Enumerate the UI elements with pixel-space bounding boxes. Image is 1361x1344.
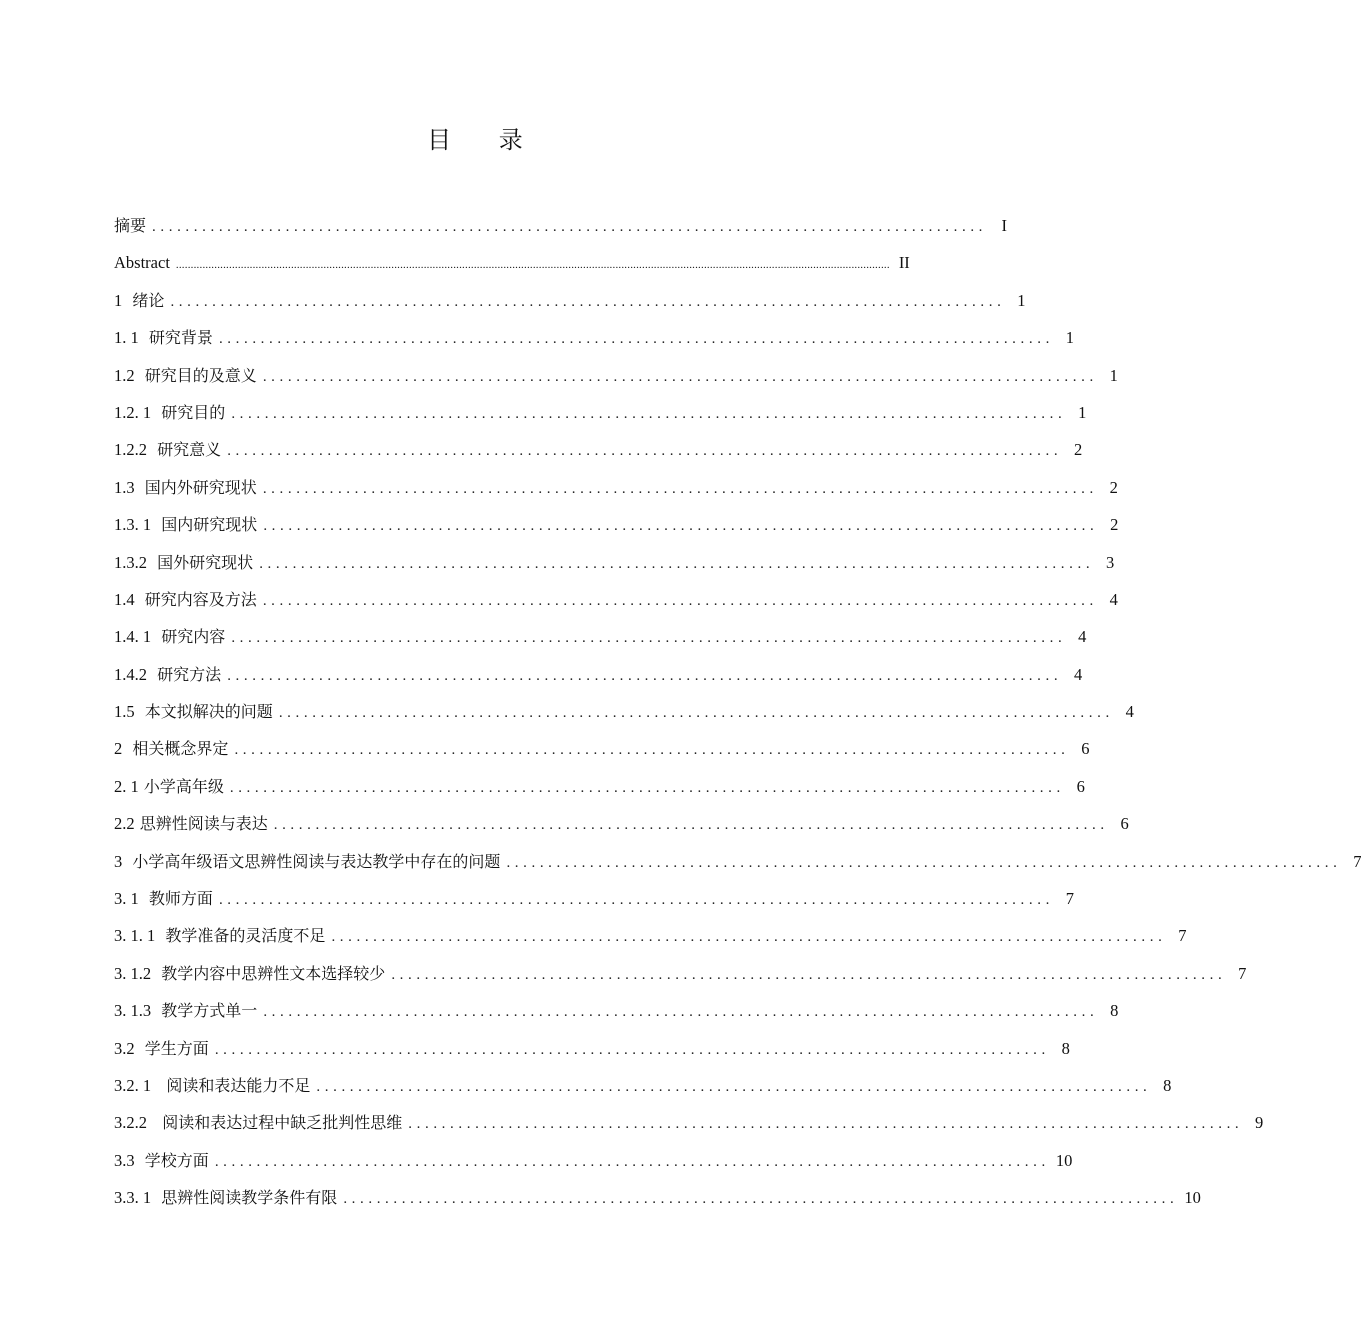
toc-entry-label: 3 小学高年级语文思辨性阅读与表达教学中存在的问题 <box>114 851 501 871</box>
toc-entry-label: 3.2.2 阅读和表达过程中缺乏批判性思维 <box>114 1113 403 1133</box>
toc-page-number: 6 <box>1081 739 1090 759</box>
toc-entry-3-1-3[interactable] <box>114 992 1119 1029</box>
toc-entry-3[interactable] <box>114 843 1361 880</box>
toc-page-number: 10 <box>1055 1150 1073 1170</box>
toc-entry-1-2-1[interactable] <box>114 394 1087 431</box>
toc-page-number: 4 <box>1125 702 1134 722</box>
toc-entry-label: 2.2 思辨性阅读与表达 <box>114 814 268 834</box>
toc-leader-dots: .................................................................................................... <box>229 779 1065 796</box>
toc-leader-dots: .................................................................................................... <box>506 854 1342 871</box>
toc-page-number: I <box>1001 216 1008 235</box>
toc-page-number: 2 <box>1110 515 1119 535</box>
toc-leader-dots: .................................................................................................... <box>331 929 1167 946</box>
toc-entry-label: 1.4. 1 研究内容 <box>114 627 226 647</box>
toc-page-number: 8 <box>1163 1075 1172 1095</box>
toc-entry-label: 3. 1.2 教学内容中思辨性文本选择较少 <box>114 963 386 983</box>
toc-leader-dots: .................................................................................................... <box>263 518 1099 535</box>
toc-leader-dots: .................................................................................................... <box>218 331 1054 348</box>
table-of-contents <box>114 207 1361 1217</box>
toc-entry-3-2[interactable] <box>114 1030 1070 1067</box>
toc-page-number: II <box>898 253 910 273</box>
toc-page-number: 7 <box>1065 889 1074 909</box>
toc-entry-label: 2. 1 小学高年级 <box>114 776 224 796</box>
toc-entry-3-1-2[interactable] <box>114 955 1247 992</box>
toc-entry-label: 摘要 <box>114 216 147 235</box>
toc-entry-label: 3. 1. 1 教学准备的灵活度不足 <box>114 926 326 946</box>
toc-page-number: 2 <box>1073 440 1083 460</box>
toc-page-number: 8 <box>1110 1001 1119 1021</box>
toc-leader-dots: .................................................................................................... <box>316 1078 1152 1095</box>
toc-entry-label: 3.2 学生方面 <box>114 1038 209 1058</box>
toc-page-number: 7 <box>1353 851 1361 871</box>
toc-leader-dots: .................................................................................................... <box>273 817 1109 834</box>
toc-entry-label: 1.5 本文拟解决的问题 <box>114 702 273 722</box>
toc-page-number: 1 <box>1065 328 1074 348</box>
toc-entry-1-3-2[interactable] <box>114 544 1115 581</box>
toc-page-number: 10 <box>1184 1188 1201 1208</box>
toc-leader-dots: .................................................................................................... <box>152 219 988 235</box>
toc-entry-1-4[interactable] <box>114 581 1118 618</box>
toc-leader-dots: .................................................................................................... <box>343 1191 1179 1208</box>
toc-entry-abstract-en[interactable] <box>114 244 910 281</box>
toc-entry-label: Abstract <box>114 253 170 273</box>
toc-page-number: 1 <box>1078 402 1087 422</box>
toc-entry-1-3-1[interactable] <box>114 506 1119 543</box>
toc-leader-dots: .................................................................................................... <box>391 966 1227 983</box>
page-title: 目 录 <box>427 126 543 154</box>
toc-entry-label: 3.3 学校方面 <box>114 1150 209 1170</box>
toc-entry-2-1[interactable] <box>114 768 1085 805</box>
toc-page-number: 8 <box>1061 1038 1070 1058</box>
toc-leader-dots: .................................................................................................... <box>214 1041 1050 1058</box>
toc-page-number: 3 <box>1105 552 1115 572</box>
toc-entry-label: 1. 1 研究背景 <box>114 328 213 348</box>
toc-leader-dots: .................................................................................................... <box>263 1004 1099 1021</box>
toc-leader-dots: .................................................................................................... <box>259 555 1095 572</box>
toc-page-number: 1 <box>1017 290 1026 310</box>
toc-entry-label: 1.2.2 研究意义 <box>114 440 222 460</box>
toc-page-number: 1 <box>1109 365 1118 385</box>
toc-page-number: 9 <box>1255 1113 1264 1133</box>
toc-entry-label: 1.4 研究内容及方法 <box>114 589 257 609</box>
toc-leader-dots: .................................................................................................... <box>231 405 1067 422</box>
toc-page-number: 4 <box>1109 589 1118 609</box>
toc-leader-dots: .................................................................................................... <box>234 742 1070 759</box>
toc-page-number: 2 <box>1109 477 1118 497</box>
toc-entry-label: 1.3. 1 国内研究现状 <box>114 515 258 535</box>
toc-entry-label: 1.4.2 研究方法 <box>114 664 222 684</box>
toc-entry-label: 1.3.2 国外研究现状 <box>114 552 254 572</box>
toc-leader-dots: .................................................................................................................................................................................................................................................. <box>175 259 890 272</box>
toc-leader-dots: .................................................................................................... <box>170 293 1006 310</box>
toc-entry-abstract-cn[interactable] <box>114 207 1008 244</box>
toc-leader-dots: .................................................................................................... <box>278 705 1114 722</box>
toc-entry-label: 3.2. 1 阅读和表达能力不足 <box>114 1075 311 1095</box>
toc-leader-dots: .................................................................................................... <box>262 480 1098 497</box>
toc-entry-1-2-2[interactable] <box>114 431 1083 468</box>
toc-entry-label: 1.3 国内外研究现状 <box>114 477 257 497</box>
toc-entry-3-2-1[interactable] <box>114 1067 1172 1104</box>
toc-leader-dots: .................................................................................................... <box>262 592 1098 609</box>
toc-entry-label: 1 绪论 <box>114 290 165 310</box>
toc-entry-label: 3. 1 教师方面 <box>114 889 213 909</box>
toc-entry-3-2-2[interactable] <box>114 1104 1264 1141</box>
toc-entry-1-1[interactable] <box>114 319 1074 356</box>
toc-entry-3-1[interactable] <box>114 880 1074 917</box>
toc-entry-label: 1.2 研究目的及意义 <box>114 365 257 385</box>
toc-entry-1-4-1[interactable] <box>114 618 1087 655</box>
toc-leader-dots: .................................................................................................... <box>218 892 1054 909</box>
toc-entry-label: 3.3. 1 思辨性阅读教学条件有限 <box>114 1188 338 1208</box>
toc-entry-1[interactable] <box>114 282 1026 319</box>
toc-page-number: 6 <box>1076 776 1085 796</box>
toc-entry-1-2[interactable] <box>114 357 1118 394</box>
toc-page-number: 6 <box>1120 814 1129 834</box>
toc-leader-dots: .................................................................................................... <box>227 443 1063 460</box>
toc-leader-dots: .................................................................................................... <box>262 368 1098 385</box>
toc-page-number: 7 <box>1178 926 1187 946</box>
toc-entry-1-3[interactable] <box>114 469 1118 506</box>
toc-entry-1-5[interactable] <box>114 693 1134 730</box>
toc-entry-label: 3. 1.3 教学方式单一 <box>114 1001 258 1021</box>
toc-entry-3-1-1[interactable] <box>114 917 1187 954</box>
toc-leader-dots: .................................................................................................... <box>231 630 1067 647</box>
toc-leader-dots: .................................................................................................... <box>214 1153 1050 1170</box>
toc-entry-label: 2 相关概念界定 <box>114 739 229 759</box>
toc-page-number: 4 <box>1078 627 1087 647</box>
toc-entry-3-3-1[interactable] <box>114 1179 1201 1216</box>
toc-entry-1-4-2[interactable] <box>114 656 1083 693</box>
toc-entry-2-2[interactable] <box>114 805 1129 842</box>
toc-leader-dots: .................................................................................................... <box>227 667 1063 684</box>
toc-entry-2[interactable] <box>114 730 1090 767</box>
toc-entry-3-3[interactable] <box>114 1142 1073 1179</box>
toc-page-number: 4 <box>1073 664 1083 684</box>
toc-entry-label: 1.2. 1 研究目的 <box>114 402 226 422</box>
toc-leader-dots: .................................................................................................... <box>408 1116 1244 1133</box>
toc-page-number: 7 <box>1238 963 1247 983</box>
